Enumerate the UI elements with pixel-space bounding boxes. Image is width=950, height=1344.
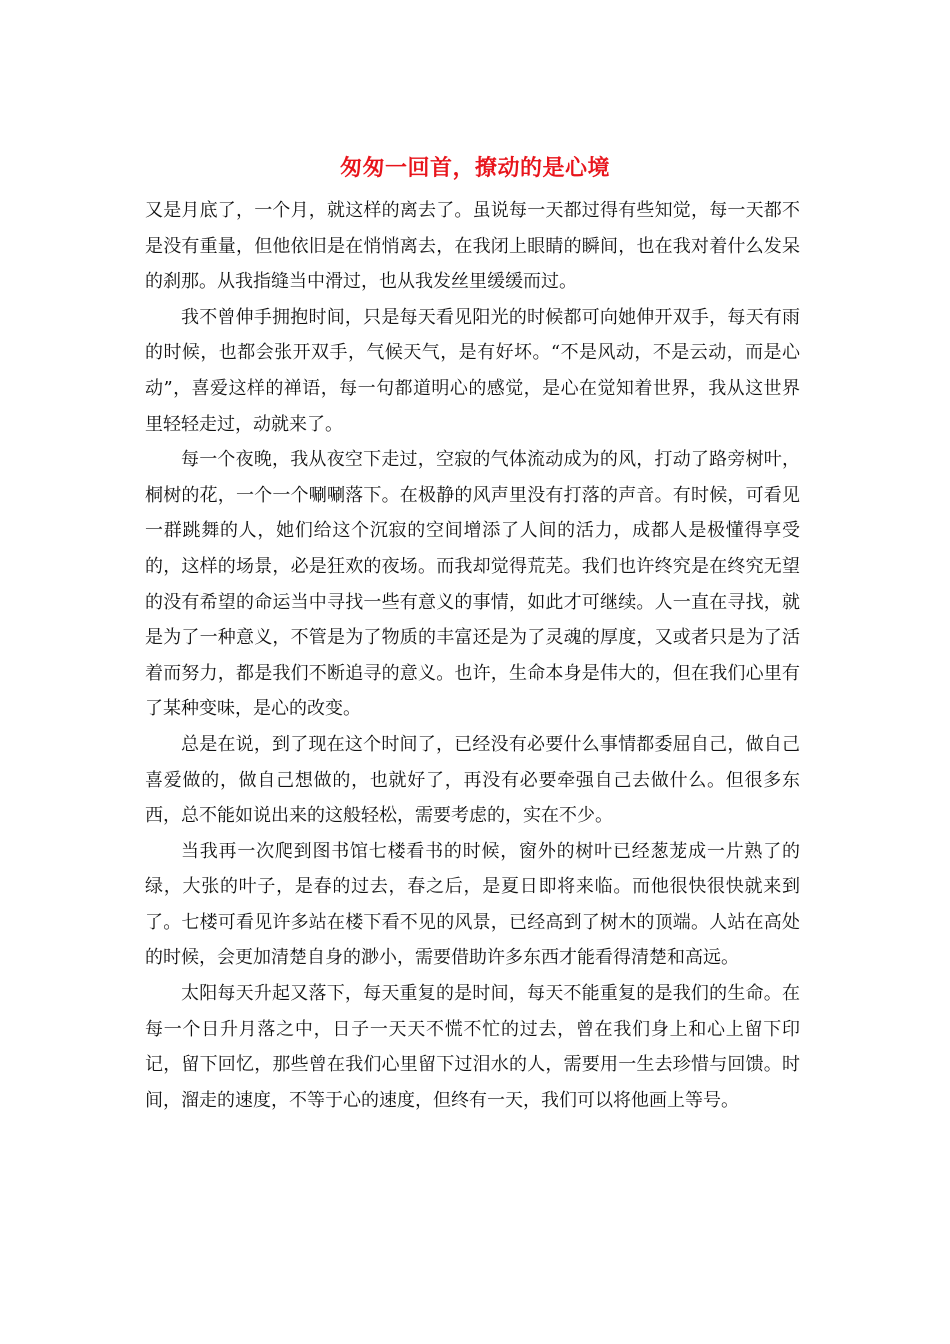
document-body: [145, 193, 800, 1118]
document-title: 匆匆一回首，撩动的是心境: [339, 155, 610, 181]
paragraph-4: 总是在说，到了现在这个时间了，已经没有必要什么事情都委屈自己，做自己喜爱做的，做自己想做的，也就好了，再没有必要牵强自己去做什么。但很多东西，总不能如说出来的这般轻松，需要考虑的，实在不少。: [145, 733, 800, 827]
paragraph-5: 当我再一次爬到图书馆七楼看书的时候，窗外的树叶已经葱茏成一片熟了的绿，大张的叶子，是春的过去，春之后，是夏日即将来临。而他很快很快就来到了。七楼可看见许多站在楼下看不见的风景，已经高到了树木的顶端。人站在高处的时候，会更加清楚自身的渺小，需要借助许多东西才能看得清楚和高远。: [145, 840, 800, 969]
paragraph-1: 又是月底了，一个月，就这样的离去了。虽说每一天都过得有些知觉，每一天都不是没有重量，但他依旧是在悄悄离去，在我闭上眼睛的瞬间，也在我对着什么发呆的刹那。从我指缝当中滑过，也从我发丝里缓缓而过。: [145, 200, 800, 293]
paragraph-2: 我不曾伸手拥抱时间，只是每天看见阳光的时候都可向她伸开双手，每天有雨的时候，也都会张开双手，气候天气，是有好坏。“不是风动，不是云动，而是心动”，喜爱这样的禅语，每一句都道明心的感觉，是心在觉知着世界，我从这世界里轻轻走过，动就来了。: [145, 306, 800, 435]
paragraph-6: 太阳每天升起又落下，每天重复的是时间，每天不能重复的是我们的生命。在每一个日升月落之中，日子一天天不慌不忙的过去，曾在我们身上和心上留下印记，留下回忆，那些曾在我们心里留下过泪水的人，需要用一生去珍惜与回馈。时间，溜走的速度，不等于心的速度，但终有一天，我们可以将他画上等号。: [145, 983, 800, 1111]
paragraph-3: 每一个夜晚，我从夜空下走过，空寂的气体流动成为的风，打动了路旁树叶，桐树的花，一个一个唰唰落下。在极静的风声里没有打落的声音。有时候，可看见一群跳舞的人，她们给这个沉寂的空间增添了人间的活力，成都人是极懂得享受的，这样的场景，必是狂欢的夜场。而我却觉得荒芜。我们也许终究是在终究无望的没有希望的命运当中寻找一些有意义的事情，如此才可继续。人一直在寻找，就是为了一种意义，不管是为了物质的丰富还是为了灵魂的厚度，又或者只是为了活着而努力，都是我们不断追寻的意义。也许，生命本身是伟大的，但在我们心里有了某种变味，是心的改变。: [145, 449, 800, 720]
